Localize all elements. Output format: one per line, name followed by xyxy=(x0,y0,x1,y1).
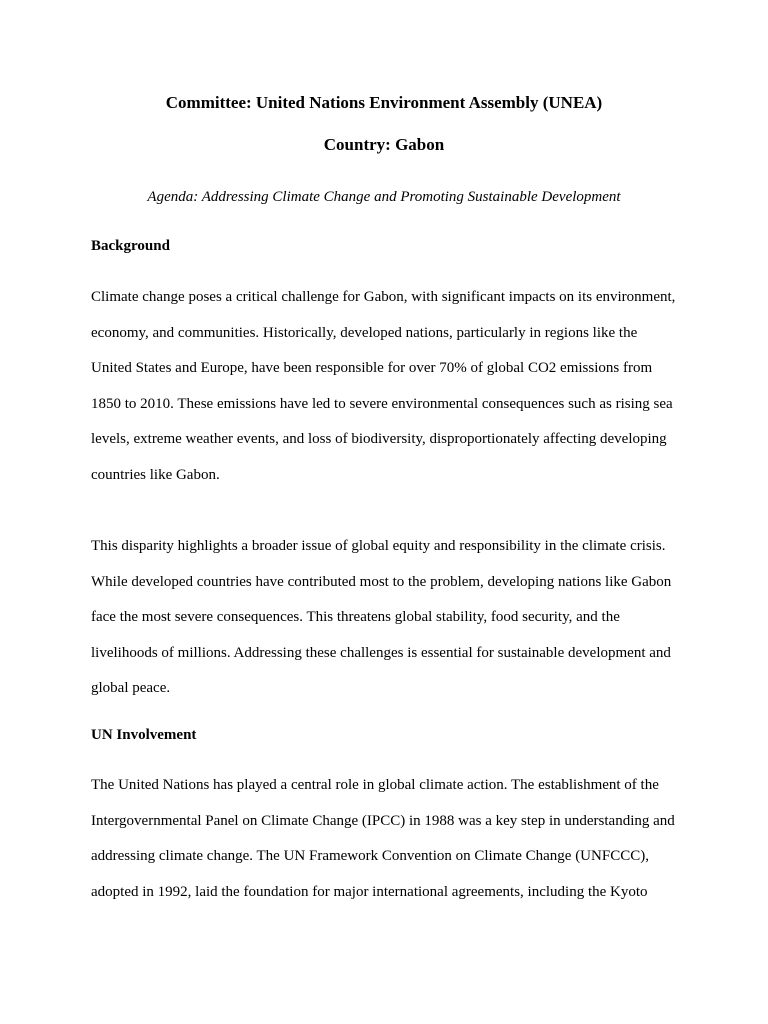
section-heading-background: Background xyxy=(91,238,170,254)
paragraph-line: levels, extreme weather events, and loss of biodiversity, disproportionately affecting developing xyxy=(91,431,667,448)
paragraph-line: global peace. xyxy=(91,680,171,697)
paragraph-line: countries like Gabon. xyxy=(91,466,220,483)
paragraph-line: economy, and communities. Historically, developed nations, particularly in regions like the xyxy=(91,324,638,341)
paragraph-line: While developed countries have contributed most to the problem, developing nations like Gabon xyxy=(91,573,672,590)
paragraph-line: The United Nations has played a central role in global climate action. The establishment of the xyxy=(91,777,659,793)
paragraph-line: 1850 to 2010. These emissions have led to severe environmental consequences such as rising sea xyxy=(91,395,673,412)
paragraph-line: Climate change poses a critical challenge for Gabon, with significant impacts on its environment, xyxy=(91,289,676,305)
un-involvement-paragraph-1 xyxy=(91,776,691,918)
paragraph-line: Intergovernmental Panel on Climate Change (IPCC) in 1988 was a key step in understanding and xyxy=(91,812,675,829)
background-paragraph-1 xyxy=(91,288,691,502)
country-title: Country: Gabon xyxy=(323,135,445,154)
paragraph-line: addressing climate change. The UN Framework Convention on Climate Change (UNFCCC), xyxy=(91,848,649,865)
paragraph-line: adopted in 1992, laid the foundation for major international agreements, including the Kyoto xyxy=(91,883,648,900)
paragraph-line: This disparity highlights a broader issue of global equity and responsibility in the climate crisis. xyxy=(91,538,666,554)
paragraph-line: livelihoods of millions. Addressing these challenges is essential for sustainable development and xyxy=(91,644,671,661)
committee-title: Committee: United Nations Environment Assembly (UNEA) xyxy=(165,93,603,112)
paragraph-line: United States and Europe, have been responsible for over 70% of global CO2 emissions from xyxy=(91,360,653,377)
agenda-line: Agenda: Addressing Climate Change and Promoting Sustainable Development xyxy=(147,189,621,205)
section-heading-un-involvement: UN Involvement xyxy=(91,727,197,743)
background-paragraph-2 xyxy=(91,537,691,715)
paragraph-line: face the most severe consequences. This threatens global stability, food security, and the xyxy=(91,609,620,626)
